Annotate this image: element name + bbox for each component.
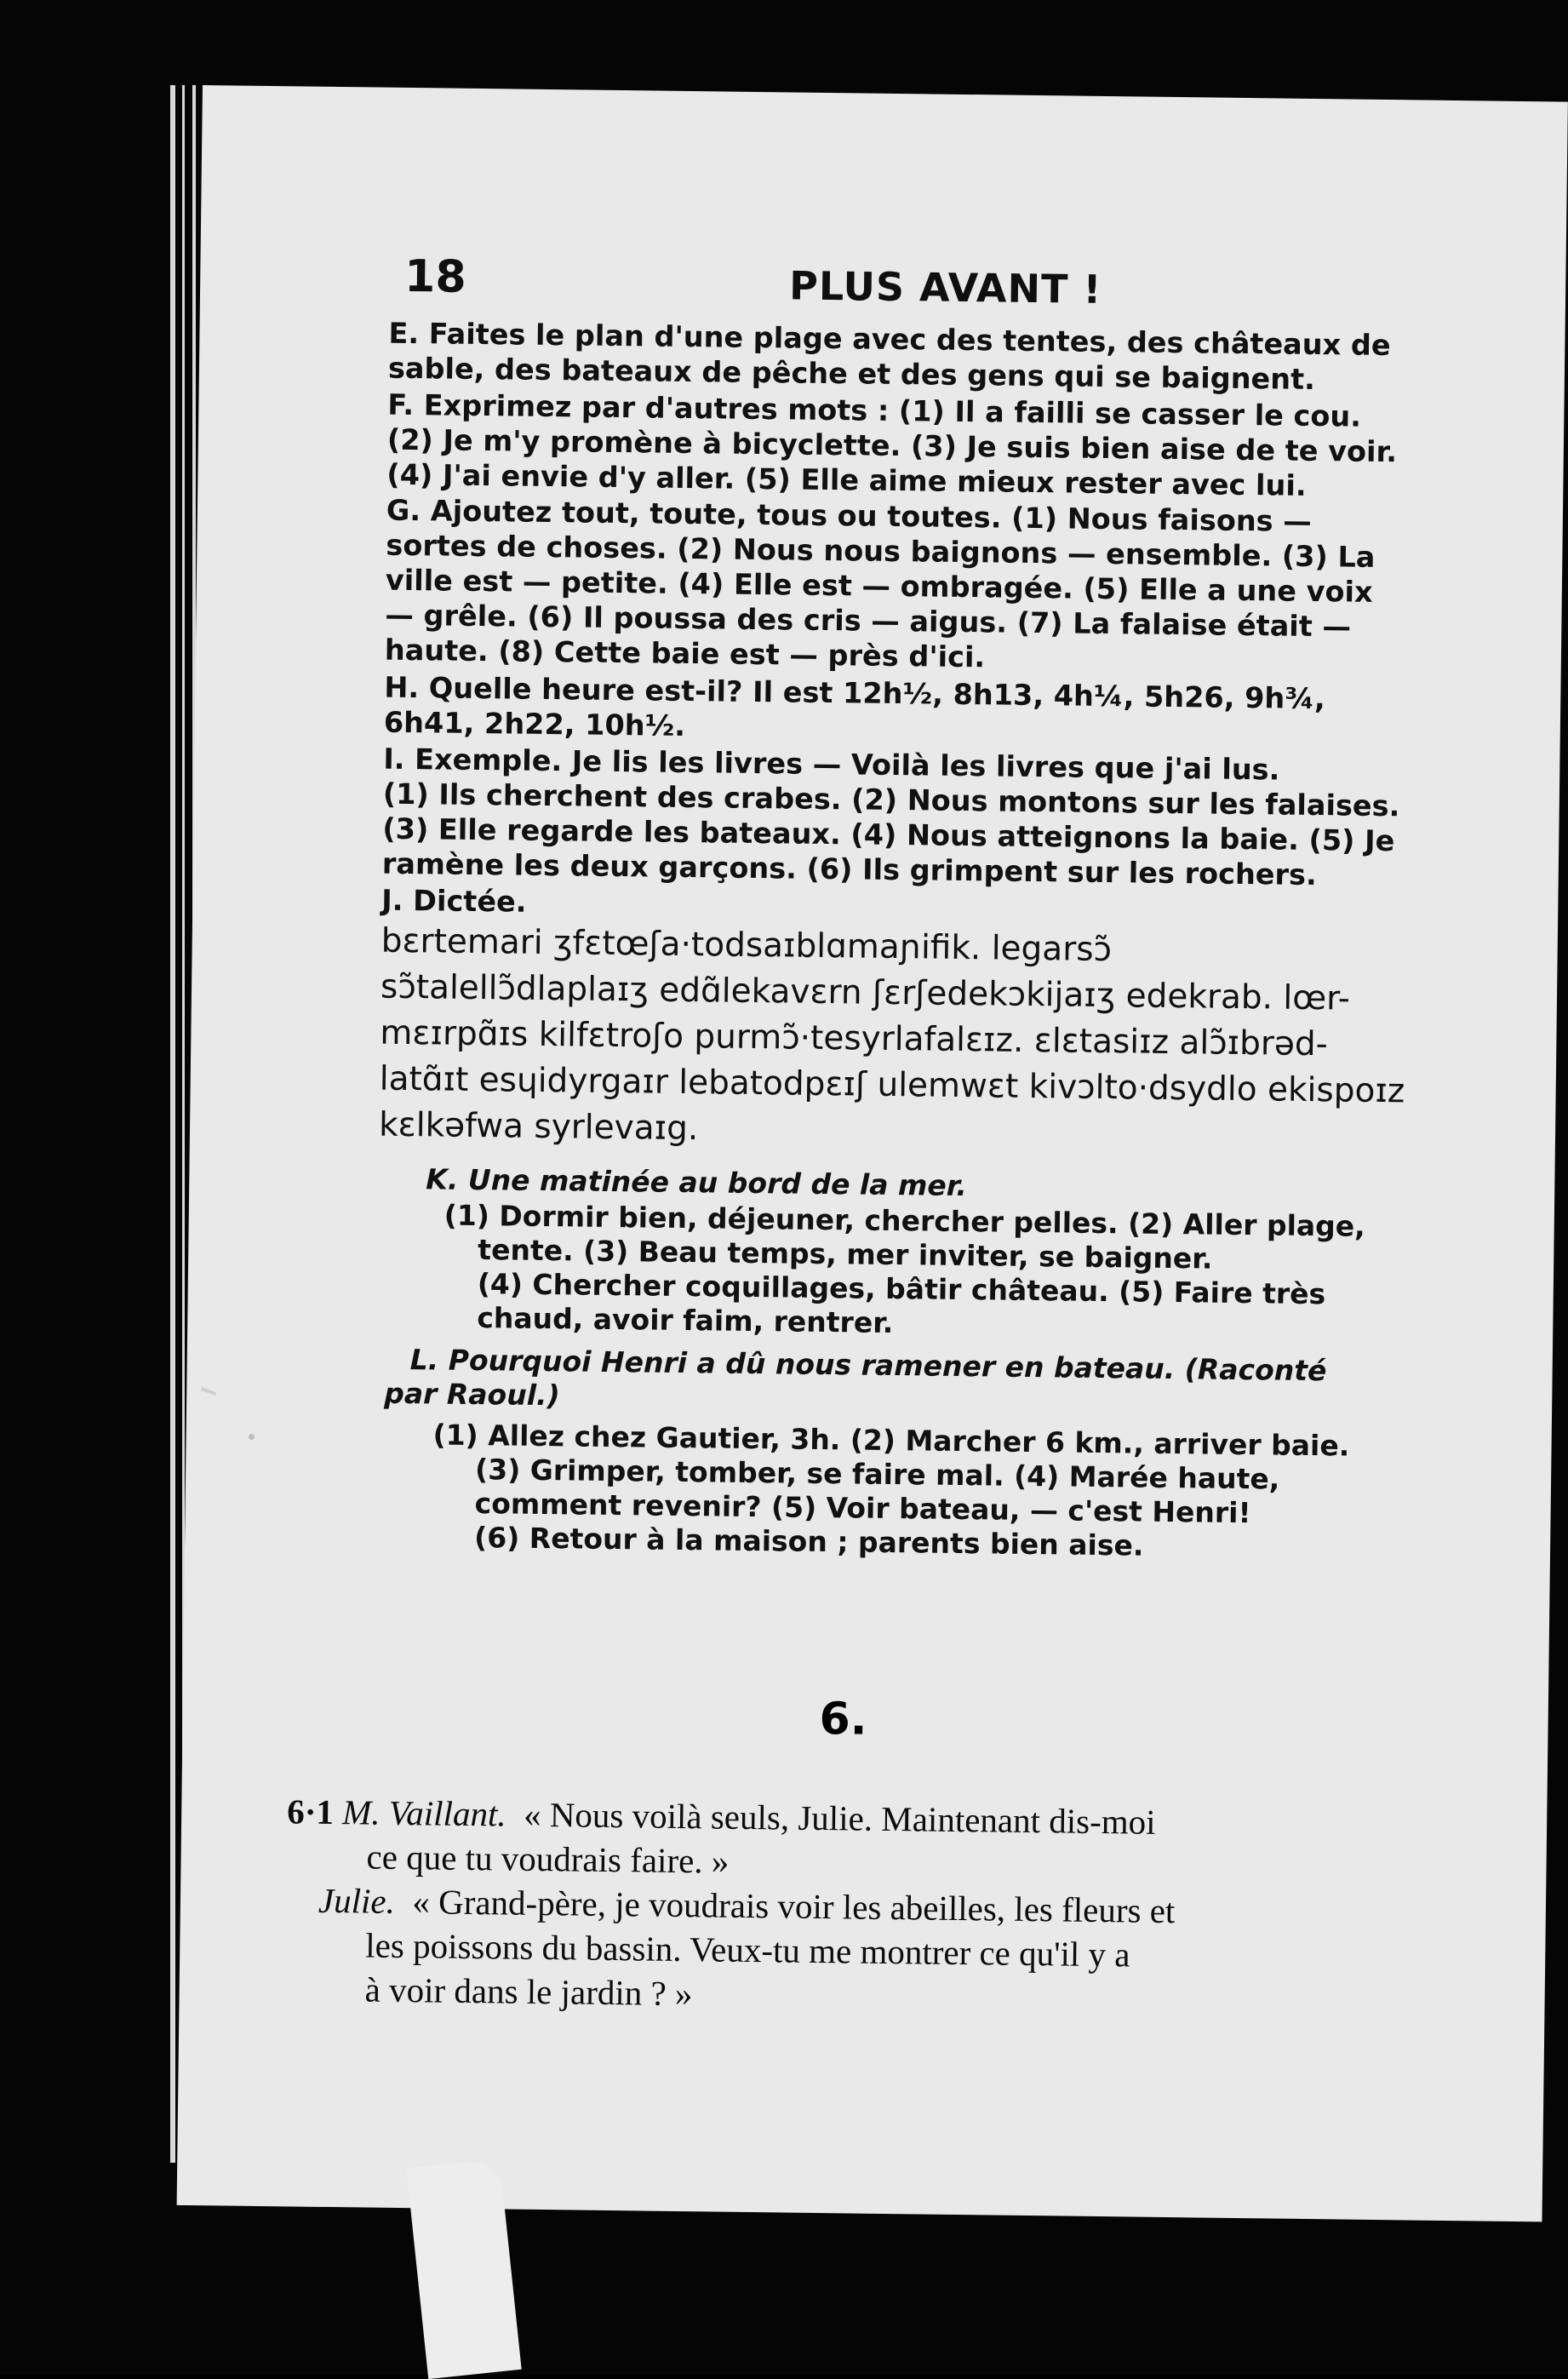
running-title: PLUS AVANT ! <box>788 262 1102 312</box>
exercise-l-title: L. Pourquoi Henri a dû nous ramener en bateau. (Raconté <box>409 1343 1327 1388</box>
exercise-k-item: tente. (3) Beau temps, mer inviter, se baigner. <box>478 1233 1213 1275</box>
text-line: (4) J'ai envie d'y aller. (5) Elle aime mieux rester avec lui. <box>386 457 1307 502</box>
exercise-l-item: (1) Allez chez Gautier, 3h. (2) Marcher 6 km., arriver baie. <box>432 1418 1350 1463</box>
dialogue-line: à voir dans le jardin ? » <box>364 1969 693 2014</box>
exercise-i <box>382 742 1525 895</box>
text-line: H. Quelle heure est-il? Il est 12h½, 8h13, 4h¼, 5h26, 9h¾, <box>384 670 1325 716</box>
text-line: (2) Je m'y promène à bicyclette. (3) Je suis bien aise de te voir. <box>386 422 1398 469</box>
text-line: F. Exprimez par d'autres mots : (1) Il a failli se casser le cou. <box>387 387 1362 433</box>
text-line: — grêle. (6) Il poussa des cris — aigus. (7) La falaise était — <box>385 598 1352 644</box>
lesson-number: 6. <box>819 1693 867 1746</box>
margin-dot <box>249 1434 255 1440</box>
book-page <box>177 85 1568 2221</box>
text-line: haute. (8) Cette baie est — près d'ici. <box>384 633 986 674</box>
exercise-l-item: (6) Retour à la maison ; parents bien aise. <box>473 1521 1144 1562</box>
exercise-k-item: (4) Chercher coquillages, bâtir château. (5) Faire très <box>477 1267 1326 1311</box>
text-line: (1) Ils cherchent des crabes. (2) Nous montons sur les falaises. <box>382 777 1400 823</box>
dialogue-text: « Grand-père, je voudrais voir les abeilles, les fleurs et <box>412 1882 1176 1931</box>
exercise-k-item: chaud, avoir faim, rentrer. <box>477 1301 894 1340</box>
page-number: 18 <box>403 250 467 303</box>
dialogue-text: « Nous voilà seuls, Julie. Maintenant dis-moi <box>523 1794 1156 1842</box>
speaker-name: Julie. <box>318 1880 396 1921</box>
paragraph-number: 6·1 <box>286 1791 335 1832</box>
phonetic-line: sɔ̃talellɔ̃dlaplaɪʒ edɑ̃lekavɛrn ʃɛrʃedekɔkijaɪʒ edekrab. lœr- <box>380 967 1351 1018</box>
phonetic-line: kɛlkəfwa syrlevaɪg. <box>378 1105 699 1149</box>
exercise-k-title: K. Une matinée au bord de la mer. <box>426 1162 968 1203</box>
phonetic-line: latɑ̃ɪt esɥidyrgaɪr lebatodpɛɪʃ ulemwɛt kivɔlto·dsydlo ekispoɪz <box>379 1059 1405 1111</box>
dictation-phonetic <box>379 919 1522 1162</box>
spine-edge <box>170 85 175 2163</box>
exercise-g <box>385 493 1527 681</box>
exercise-l-item: comment revenir? (5) Voir bateau, — c'est Henri! <box>474 1487 1251 1530</box>
text-line: sable, des bateaux de pêche et des gens qui se baignent. <box>387 351 1316 396</box>
text-line: I. Exemple. Je lis les livres — Voilà les livres que j'ai lus. <box>383 742 1280 787</box>
text-line: (3) Elle regarde les bateaux. (4) Nous atteignons la baie. (5) Je <box>382 811 1395 858</box>
exercise-l-item: (3) Grimper, tomber, se faire mal. (4) Marée haute, <box>474 1453 1280 1496</box>
text-line: ville est — petite. (4) Elle est — ombragée. (5) Elle a une voix <box>385 563 1373 609</box>
text-line: G. Ajoutez tout, toute, tous ou toutes. (1) Nous faisons — <box>386 493 1313 538</box>
exercise-l-title: par Raoul.) <box>384 1376 560 1413</box>
text-line: sortes de choses. (2) Nous nous baignons — ensemble. (3) La <box>386 528 1376 574</box>
text-line: 6h41, 2h22, 10h½. <box>383 705 686 742</box>
dialogue-line: ce que tu voudrais faire. » <box>366 1837 730 1881</box>
phonetic-line: mɛɪrpɑ̃ɪs kilfɛtroʃo purmɔ̃·tesyrlafalɛɪz. ɛlɛtasiɪz alɔ̃ɪbrəd- <box>380 1013 1329 1064</box>
dialogue-line: les poissons du bassin. Veux-tu me montrer ce qu'il y a <box>365 1925 1130 1975</box>
phonetic-line: bɛrtemari ʒfɛtœʃa·todsaɪblɑmaɲifik. legarsɔ̃ <box>381 921 1113 970</box>
exercise-h <box>384 670 1525 754</box>
text-line: E. Faites le plan d'une plage avec des tentes, des châteaux de <box>388 316 1391 363</box>
exercise-e <box>388 316 1530 399</box>
exercise-f <box>386 387 1528 506</box>
text-line: J. Dictée. <box>381 883 527 919</box>
speaker-name: M. Vaillant. <box>341 1792 506 1834</box>
text-line: ramène les deux garçons. (6) Ils grimpent sur les rochers. <box>381 846 1317 892</box>
exercise-k-item: (1) Dormir bien, déjeuner, chercher pelles. (2) Aller plage, <box>444 1198 1365 1243</box>
